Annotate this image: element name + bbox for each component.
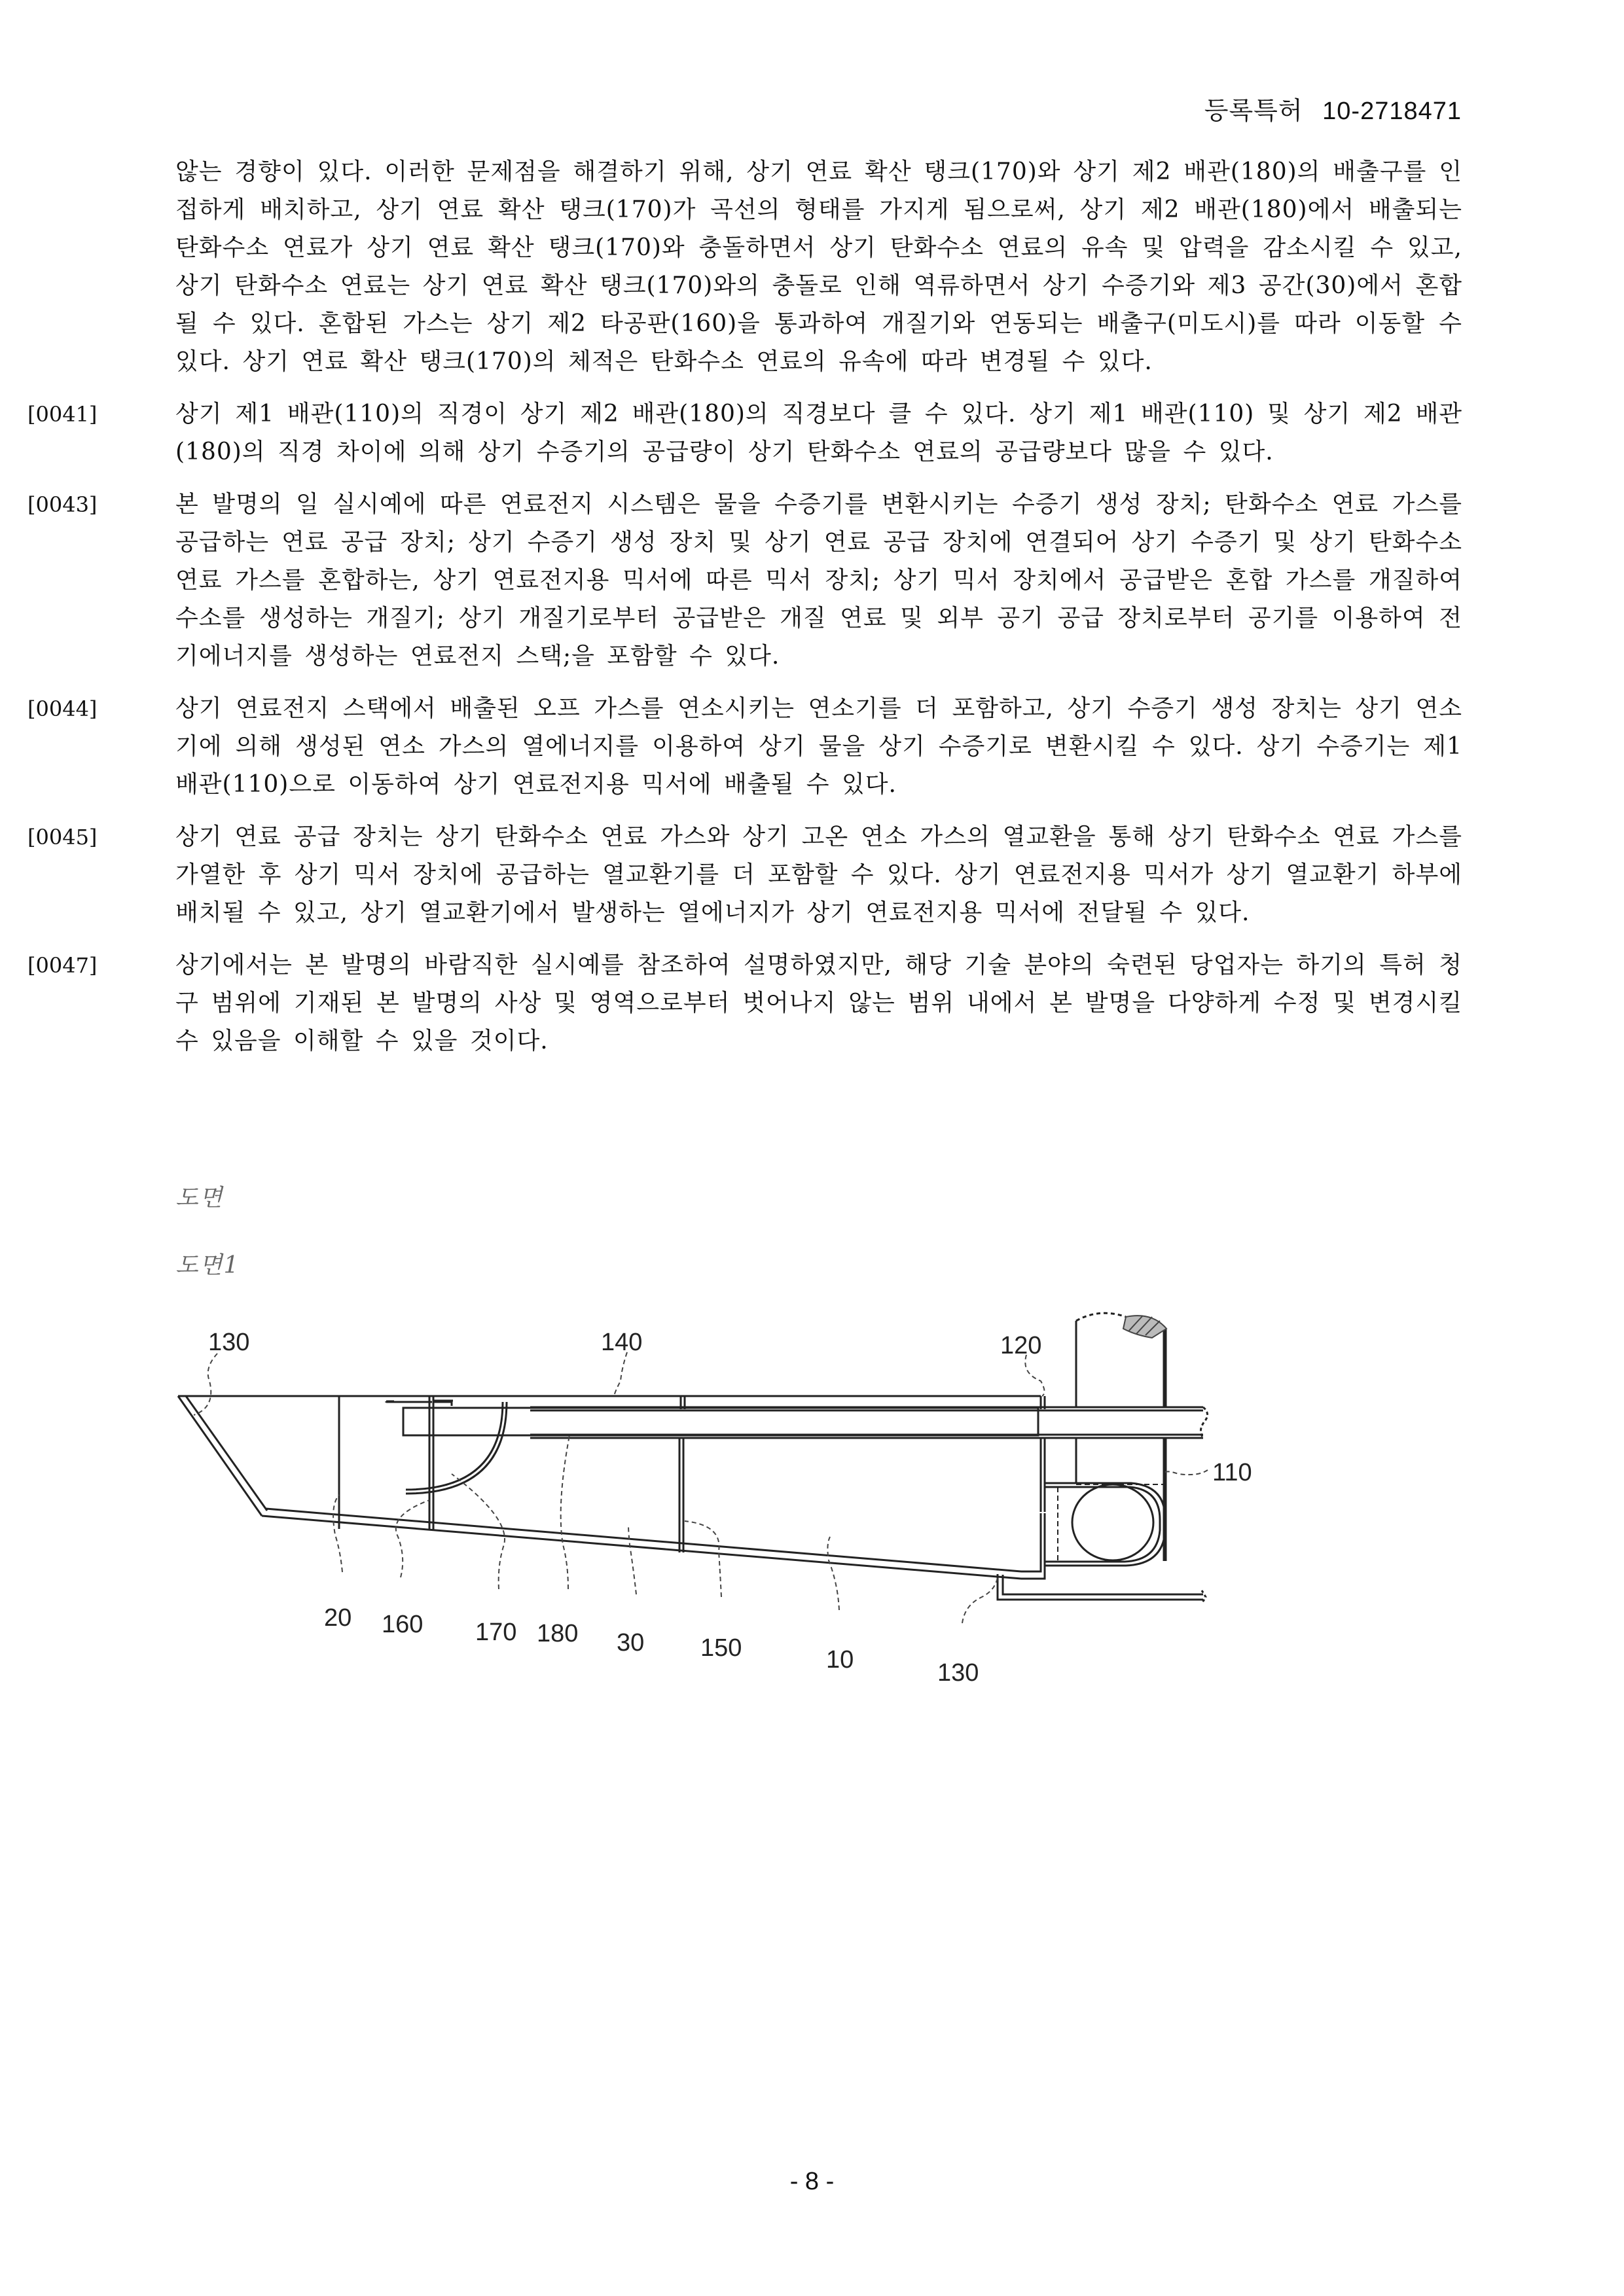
paragraph-continued xyxy=(175,153,1462,381)
label-150: 150 xyxy=(700,1634,742,1662)
label-170: 170 xyxy=(475,1619,517,1646)
paragraph-0043 xyxy=(27,486,1462,675)
document-type: 등록특허 xyxy=(1204,98,1303,125)
paragraph-text: 상기 연료 공급 장치는 상기 탄화수소 연료 가스와 상기 고온 연소 가스의 열교환을 통해 상기 탄화수소 연료 가스를 가열한 후 상기 믹서 장치에 공급하는 열교환기를 더 포함할 수 있다. 상기 연료전지용 믹서가 상기 열교환기 하부에 배치될 수 있고, 상기 열교환기에서 발생하는 열에너지가 상기 연료전지용 믹서에 전달될 수 있다. xyxy=(175,823,1462,926)
label-140: 140 xyxy=(601,1329,643,1356)
patent-number: 10-2718471 xyxy=(1322,98,1462,125)
paragraph-text: 상기 연료전지 스택에서 배출된 오프 가스를 연소시키는 연소기를 더 포함하고, 상기 수증기 생성 장치는 상기 연소기에 의해 생성된 연소 가스의 열에너지를 이용하여 상기 물을 상기 수증기로 변환시킬 수 있다. 상기 수증기는 제1 배관(110)으로 이동하여 상기 연료전지용 믹서에 배출될 수 있다. xyxy=(175,695,1462,798)
paragraph-0047 xyxy=(27,946,1462,1060)
figure-labels xyxy=(208,1329,1252,1687)
description-body xyxy=(27,153,1462,1060)
label-130-top: 130 xyxy=(208,1329,250,1356)
paragraph-text: 본 발명의 일 실시예에 따른 연료전지 시스템은 물을 수증기를 변환시키는 수증기 생성 장치; 탄화수소 연료 가스를 공급하는 연료 공급 장치; 상기 수증기 생성 장치 및 상기 연료 공급 장치에 연결되어 상기 수증기 및 상기 탄화수소 연료 가스를 혼합하는, 상기 연료전지용 믹서에 따른 믹서 장치; 상기 믹서 장치에서 공급받은 혼합 가스를 개질하여 수소를 생성하는 개질기; 상기 개질기로부터 공급받은 개질 연료 및 외부 공기 공급 장치로부터 공기를 이용하여 전기에너지를 생성하는 연료전지 스택;을 포함할 수 있다. xyxy=(175,491,1462,670)
paragraph-text: 않는 경향이 있다. 이러한 문제점을 해결하기 위해, 상기 연료 확산 탱크(170)와 상기 제2 배관(180)의 배출구를 인접하게 배치하고, 상기 연료 확산 탱크(170)가 곡선의 형태를 가지게 됨으로써, 상기 제2 배관(180)에서 배출되는 탄화수소 연료가 상기 연료 확산 탱크(170)와 충돌하면서 상기 탄화수소 연료의 유속 및 압력을 감소시킬 수 있고, 상기 탄화수소 연료는 상기 연료 확산 탱크(170)와의 충돌로 인해 역류하면서 상기 수증기와 제3 공간(30)에서 혼합될 수 있다. 혼합된 가스는 상기 제2 타공판(160)을 통과하여 개질기와 연동되는 배출구(미도시)를 따라 이동할 수 있다. 상기 연료 확산 탱크(170)의 체적은 탄화수소 연료의 유속에 따라 변경될 수 있다. xyxy=(175,158,1462,375)
paragraph-0044 xyxy=(27,690,1462,804)
label-30: 30 xyxy=(617,1629,645,1657)
drawings-section-heading: 도면 xyxy=(175,1185,224,1211)
paragraph-0041 xyxy=(27,395,1462,471)
label-120: 120 xyxy=(1000,1332,1042,1359)
label-180: 180 xyxy=(537,1620,579,1647)
label-160: 160 xyxy=(382,1611,424,1638)
paragraph-0045 xyxy=(27,818,1462,932)
paragraph-number: [0045] xyxy=(27,825,98,850)
paragraph-text: 상기에서는 본 발명의 바람직한 실시예를 참조하여 설명하였지만, 해당 기술 분야의 숙련된 당업자는 하기의 특허 청구 범위에 기재된 본 발명의 사상 및 영역으로부터 벗어나지 않는 범위 내에서 본 발명을 다양하게 수정 및 변경시킬 수 있음을 이해할 수 있을 것이다. xyxy=(175,952,1462,1054)
paragraph-number: [0043] xyxy=(27,492,98,517)
label-130-bottom: 130 xyxy=(937,1659,979,1687)
paragraph-number: [0047] xyxy=(27,953,98,978)
label-10: 10 xyxy=(826,1646,854,1674)
page-number: - 8 - xyxy=(789,2168,835,2195)
patent-header xyxy=(1204,90,1462,126)
paragraph-text: 상기 제1 배관(110)의 직경이 상기 제2 배관(180)의 직경보다 클 수 있다. 상기 제1 배관(110) 및 상기 제2 배관(180)의 직경 차이에 의해 상기 수증기의 공급량이 상기 탄화수소 연료의 공급량보다 많을 수 있다. xyxy=(175,401,1462,465)
paragraph-number: [0044] xyxy=(27,696,98,721)
label-110: 110 xyxy=(1212,1459,1252,1486)
figure-1-heading: 도면1 xyxy=(175,1252,240,1279)
paragraph-number: [0041] xyxy=(27,402,98,427)
label-20: 20 xyxy=(324,1604,352,1632)
